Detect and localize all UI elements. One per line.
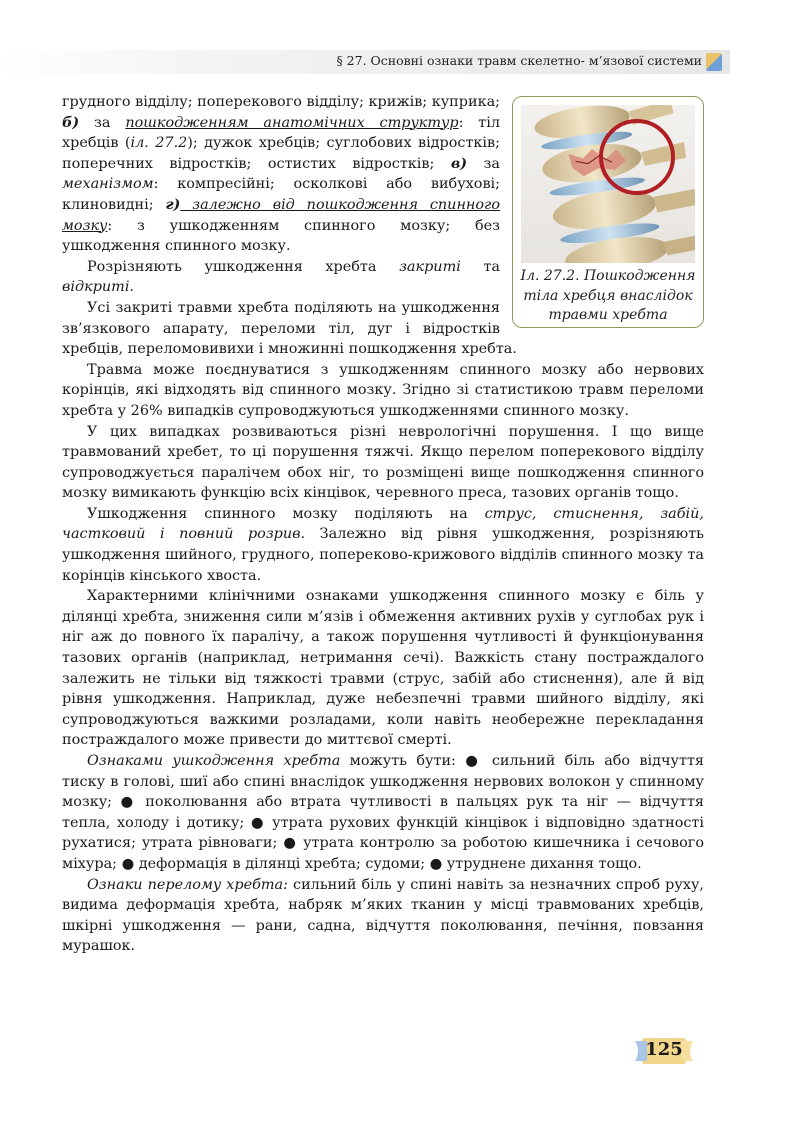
figure-27-2 <box>512 96 704 328</box>
paragraph <box>62 504 704 586</box>
text-run: : з ушкодженням спинного мозку; без ушкодження спинного мозку. <box>62 217 500 255</box>
text-run: відкриті <box>62 279 130 296</box>
text-run: Ушкодження спинного мозку поділяють на <box>87 505 485 522</box>
text-run: : тіл хребців ( <box>62 114 500 152</box>
paragraph <box>62 875 704 957</box>
header-corner-tab <box>706 53 722 71</box>
text-run: . Залежно від рівня ушкодження, розрізняють ушкодження шийного, грудного, попереково-крижового відділів спинного мозку та корінців кінського хвоста. <box>62 526 704 584</box>
text-run: за <box>467 155 500 172</box>
paragraph <box>62 360 704 422</box>
text-run: механізмом <box>62 176 154 193</box>
text-run: іл. 27.2 <box>130 135 188 152</box>
page-number: 125 <box>645 1039 683 1060</box>
running-header: § 27. Основні ознаки травм скелетно- м’язової системи <box>336 53 702 68</box>
text-run: залежно від пошкодження спинного мозку <box>62 196 500 234</box>
text-run: Усі закриті травми хребта поділяють на ушкодження зв’язкового апарату, переломи тіл, дуг і відростків хребців, переломовивихи і множинні пошкодження хребта. <box>62 299 517 358</box>
text-run: в) <box>450 154 468 172</box>
text-run: та <box>460 258 500 275</box>
text-run: закриті <box>399 258 461 275</box>
text-run: сильний біль у спині навіть за незначних спроб руху, видима деформація хребта, набряк м’яких тканин у місці травмованих хребців, шкірні ушкодження — рани, садна, відчуття поколювання, печіння, повзання мурашок. <box>62 876 704 955</box>
text-run: . <box>129 279 134 296</box>
text-run: грудного відділу; поперекового відділу; крижів; куприка; <box>62 94 500 110</box>
text-run: можуть бути: ● сильний біль або відчуття тиску в голові, шиї або спині внаслідок ушкодження нервових волокон у спинному мозку; ● поколювання або втрата чутливості в пальцях рук та ніг — відчуття тепла, холоду і дотику; ● утрата рухових функцій кінцівок і відповідно здатності рухатися; утрата рівноваги; ● утрата контролю за роботою кишечника і сечового міхура; ● деформація в ділянці хребта; судоми; ● утруднене дихання тощо. <box>62 753 704 872</box>
paragraph <box>62 422 704 504</box>
text-run: б) <box>62 113 80 131</box>
text-run: Розрізняють ушкодження хребта <box>87 258 400 275</box>
text-run: : компресійні; осколкові або вибухові; клиновидні; <box>62 176 500 213</box>
text-run: Ознаками ушкодження хребта <box>87 753 341 769</box>
paragraph <box>62 751 704 875</box>
figure-caption: Іл. 27.2. Пошкодження тіла хребця внаслідок травми хребта <box>520 268 696 323</box>
text-run: Травма може поєднуватися з ушкодженням спинного мозку або нервових корінців, які відходять від спинного мозку. Згідно зі статистикою травм переломи хребта у 26% випадків супроводжуються ушкодженнями спинного мозку. <box>62 361 704 419</box>
paragraph <box>62 586 704 751</box>
text-run: Характерними клінічними ознаками ушкодження спинного мозку є біль у ділянці хребта, зниження сили м’язів і обмеження активних рухів у суглобах рук і ніг аж до повного їх паралічу, а також порушення чутливості й функціонування тазових органів (наприклад, нетримання сечі). Важкість стану постраждалого залежить не тільки від тяжкості травми (струс, забій або стиснення), але й від рівня ушкодження. Наприклад, дуже небезпечні травми шийного відділу, які супроводжуються важкими розладами, коли навіть необережне перекладання постраждалого може привести до миттєвої смерті. <box>62 588 704 749</box>
spine-illustration <box>521 105 695 263</box>
text-run: пошкодженням анатомічних структур <box>125 114 459 131</box>
text-run: Ознаки перелому хребта: <box>87 876 288 893</box>
text-run: струс, стиснення, забій, частковий і повний розрив <box>62 505 704 543</box>
text-run: ); дужок хребців; суглобових відростків; поперечних відростків; остистих відростків; <box>62 135 500 172</box>
text-run: г) <box>165 195 181 213</box>
text-run: за <box>79 114 126 131</box>
main-text <box>62 92 704 957</box>
text-run: У цих випадках розвиваються різні неврологічні порушення. І що вище травмований хребет, то ці порушення тяжчі. Якщо перелом поперекового відділу супроводжується паралічем обох ніг, то розміщені вище пошкодження спинного мозку вимикають функцію всіх кінцівок, черевного преса, тазових органів тощо. <box>62 423 704 502</box>
